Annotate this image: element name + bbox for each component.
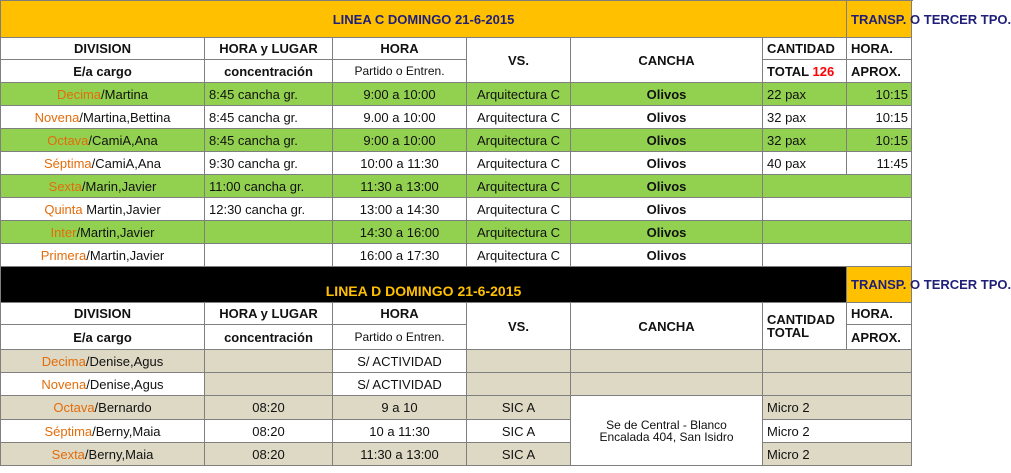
vs-cell: Arquitectura C [467, 198, 571, 221]
division-name: Primera [40, 247, 87, 263]
vs-cell [467, 373, 571, 396]
aprox-cell: 10:15 [847, 129, 912, 152]
linea-c-row [1, 152, 912, 175]
header-cargo: E/a cargo [1, 325, 205, 350]
header-hora: HORA [333, 303, 467, 325]
division-cell [1, 443, 205, 466]
vs-cell: Arquitectura C [467, 244, 571, 267]
cancha-cell: Olivos [571, 152, 763, 175]
header-hora-aprox: HORA. [847, 303, 912, 325]
header-hora: HORA [333, 38, 467, 60]
cancha-cell: Olivos [571, 244, 763, 267]
header-vs: VS. [467, 303, 571, 350]
linea-d-row [1, 396, 912, 420]
linea-d-row [1, 350, 912, 373]
header-concentracion: concentración [205, 60, 333, 83]
concentracion-cell: 08:20 [205, 443, 333, 466]
transport-cell [763, 350, 912, 373]
transport-cell: Micro 2 [763, 396, 912, 420]
header-hora-lugar: HORA y LUGAR [205, 303, 333, 325]
hora-cell: 10:00 a 11:30 [333, 152, 467, 175]
division-name: Octava [53, 400, 95, 415]
aprox-cell: 10:15 [847, 83, 912, 106]
vs-cell: SIC A [467, 420, 571, 443]
concentracion-cell: 9:30 cancha gr. [205, 152, 333, 175]
division-name: Decima [41, 353, 86, 369]
cancha-cell: Olivos [571, 129, 763, 152]
division-name: Novena [41, 376, 87, 392]
division-name: Octava [47, 132, 89, 148]
concentracion-cell: 12:30 cancha gr. [205, 198, 333, 221]
staff-name: /Martin,Javier [86, 247, 165, 263]
hora-cell: S/ ACTIVIDAD [333, 350, 467, 373]
header-vs: VS. [467, 38, 571, 83]
header-concentracion: concentración [205, 325, 333, 350]
staff-name: /Berny,Maia [84, 446, 154, 462]
linea-c-row [1, 106, 912, 129]
concentracion-cell [205, 350, 333, 373]
hora-cell: 14:30 a 16:00 [333, 221, 467, 244]
concentracion-cell [205, 221, 333, 244]
linea-d-transport-header: TRANSP. O TERCER TPO. [847, 267, 912, 303]
vs-cell: Arquitectura C [467, 221, 571, 244]
staff-name: /Denise,Agus [86, 376, 164, 392]
hora-cell: S/ ACTIVIDAD [333, 373, 467, 396]
division-cell [1, 350, 205, 373]
concentracion-cell: 08:20 [205, 396, 333, 420]
linea-d-row [1, 373, 912, 396]
division-cell [1, 396, 205, 420]
linea-d-title: LINEA D DOMINGO 21-6-2015 [325, 283, 522, 299]
division-name: Novena [34, 109, 80, 125]
hora-cell: 11:30 a 13:00 [333, 443, 467, 466]
cancha-cell [571, 373, 763, 396]
division-name: Séptima [43, 155, 92, 171]
hora-cell: 10 a 11:30 [333, 420, 467, 443]
aprox-cell: 10:15 [847, 106, 912, 129]
staff-name: /CamiA,Ana [91, 155, 162, 171]
division-name: Sexta [48, 178, 82, 194]
hora-cell: 9:00 a 10:00 [333, 129, 467, 152]
staff-name: Martin,Javier [82, 201, 161, 217]
vs-cell: SIC A [467, 443, 571, 466]
concentracion-cell: 8:45 cancha gr. [205, 83, 333, 106]
division-cell [1, 83, 205, 106]
vs-cell: Arquitectura C [467, 83, 571, 106]
hora-cell: 11:30 a 13:00 [333, 175, 467, 198]
cantidad-cell: 22 pax [763, 83, 847, 106]
staff-name: /Bernardo [94, 400, 152, 415]
staff-name: /Martin,Javier [76, 224, 155, 240]
concentracion-cell: 11:00 cancha gr. [205, 175, 333, 198]
linea-d-band [1, 267, 847, 303]
division-name: Quinta [44, 201, 83, 217]
vs-cell: Arquitectura C [467, 175, 571, 198]
staff-name: /Denise,Agus [85, 353, 164, 369]
header-hora-aprox: HORA. [847, 38, 912, 60]
transport-cell [763, 244, 912, 267]
concentracion-cell: 8:45 cancha gr. [205, 106, 333, 129]
cancha-cell [571, 350, 763, 373]
division-name: Inter [50, 224, 77, 240]
staff-name: /Martina,Bettina [79, 109, 171, 125]
concentracion-cell [205, 373, 333, 396]
vs-cell: Arquitectura C [467, 129, 571, 152]
total-value: 126 [812, 63, 835, 79]
header-cancha: CANCHA [571, 303, 763, 350]
transport-cell [763, 198, 912, 221]
division-cell [1, 373, 205, 396]
division-cell [1, 152, 205, 175]
division-cell [1, 198, 205, 221]
hora-cell: 9.00 a 10:00 [333, 106, 467, 129]
cancha-location: Se de Central - Blanco Encalada 404, San Isidro [571, 396, 763, 466]
staff-name: /Berny,Maia [92, 423, 161, 439]
hora-cell: 9:00 a 10:00 [333, 83, 467, 106]
linea-d-row [1, 420, 912, 443]
concentracion-cell [205, 244, 333, 267]
division-cell [1, 175, 205, 198]
division-cell [1, 244, 205, 267]
linea-c-row [1, 175, 912, 198]
vs-cell: SIC A [467, 396, 571, 420]
vs-cell [467, 350, 571, 373]
division-cell [1, 420, 205, 443]
cancha-cell: Olivos [571, 83, 763, 106]
staff-name: /Marin,Javier [81, 178, 157, 194]
header-aprox: APROX. [847, 60, 912, 83]
header-division: DIVISION [1, 38, 205, 60]
transport-cell: Micro 2 [763, 420, 912, 443]
division-cell [1, 106, 205, 129]
header-partido: Partido o Entren. [333, 325, 467, 350]
hora-cell: 13:00 a 14:30 [333, 198, 467, 221]
division-name: Séptima [44, 423, 93, 439]
division-name: Sexta [51, 446, 85, 462]
division-cell [1, 129, 205, 152]
header-hora-lugar: HORA y LUGAR [205, 38, 333, 60]
vs-cell: Arquitectura C [467, 106, 571, 129]
concentracion-cell: 8:45 cancha gr. [205, 129, 333, 152]
cancha-cell: Olivos [571, 198, 763, 221]
header-aprox: APROX. [847, 325, 912, 350]
linea-c-row [1, 221, 912, 244]
transport-cell: Micro 2 [763, 443, 912, 466]
hora-cell: 16:00 a 17:30 [333, 244, 467, 267]
header-cantidad: CANTIDAD [763, 38, 847, 60]
transport-cell [763, 221, 912, 244]
linea-c-transport-header: TRANSP. O TERCER TPO. [847, 1, 912, 38]
concentracion-cell: 08:20 [205, 420, 333, 443]
linea-c-row [1, 83, 912, 106]
linea-c-row [1, 129, 912, 152]
header-total: TOTAL 126 [763, 60, 847, 83]
linea-c-row [1, 198, 912, 221]
header-cargo: E/a cargo [1, 60, 205, 83]
header-cancha: CANCHA [571, 38, 763, 83]
cancha-cell: Olivos [571, 221, 763, 244]
cantidad-cell: 32 pax [763, 129, 847, 152]
header-partido: Partido o Entren. [333, 60, 467, 83]
cancha-cell: Olivos [571, 175, 763, 198]
header-division: DIVISION [1, 303, 205, 325]
header-cantidad-total: CANTIDAD TOTAL [763, 303, 847, 350]
cantidad-cell: 32 pax [763, 106, 847, 129]
division-cell [1, 221, 205, 244]
linea-c-row [1, 244, 912, 267]
division-name: Decima [56, 86, 102, 102]
cancha-cell: Olivos [571, 106, 763, 129]
staff-name: /Martina [101, 86, 149, 102]
linea-d-row [1, 443, 912, 466]
vs-cell: Arquitectura C [467, 152, 571, 175]
transport-cell [763, 175, 912, 198]
cantidad-cell: 40 pax [763, 152, 847, 175]
staff-name: /CamiA,Ana [88, 132, 158, 148]
hora-cell: 9 a 10 [333, 396, 467, 420]
aprox-cell: 11:45 [847, 152, 912, 175]
transport-cell [763, 373, 912, 396]
linea-c-title: LINEA C DOMINGO 21-6-2015 [1, 1, 847, 38]
